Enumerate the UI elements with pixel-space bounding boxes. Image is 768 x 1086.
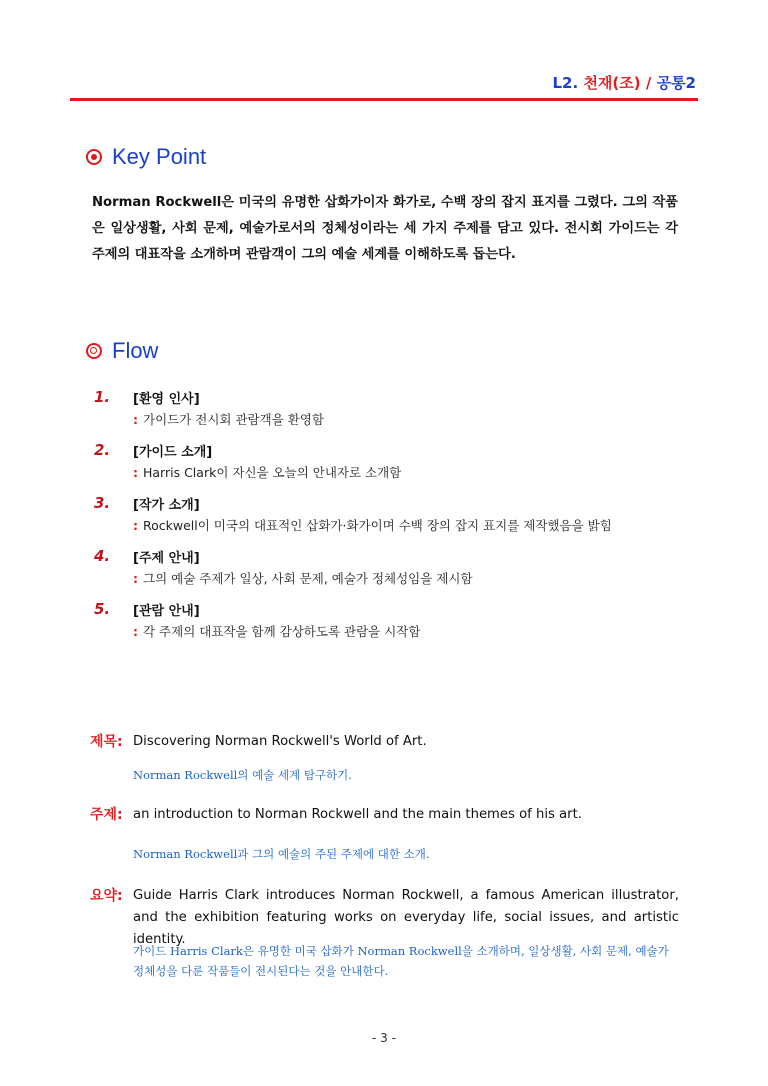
- step-description: [133, 569, 473, 587]
- step-description: [133, 622, 420, 640]
- flow-step: [92, 543, 692, 596]
- publisher-name: 천재(조): [583, 74, 641, 92]
- header-rule: [70, 98, 698, 101]
- header-separator: /: [645, 74, 652, 92]
- bullseye-icon: [86, 149, 102, 165]
- step-number: 4.: [94, 547, 111, 565]
- category-name: 공통2: [656, 74, 696, 92]
- summary-english: Guide Harris Clark introduces Norman Rockwell, a famous American illustrator, and the exhibition featuring works on everyday life, social issues, and artistic identity.: [133, 888, 679, 947]
- step-label: [환영 인사]: [133, 392, 200, 407]
- step-colon: :: [133, 624, 138, 639]
- flow-title: Flow: [112, 338, 159, 363]
- page-header: [553, 72, 697, 93]
- step-text: 가이드가 전시회 관람객을 환영함: [143, 412, 324, 427]
- page-number: - 3 -: [372, 1031, 396, 1045]
- step-text: 각 주제의 대표작을 함께 감상하도록 관람을 시작함: [143, 624, 421, 639]
- flow-step: [92, 490, 692, 543]
- step-description: [133, 463, 401, 481]
- summary-korean: 가이드 Harris Clark은 유명한 미국 삽화가 Norman Rockwell을 소개하며, 일상생활, 사회 문제, 예술가 정체성을 다룬 작품들이 전시된다는 것을 안내한다.: [133, 944, 669, 978]
- flow-step: [92, 384, 692, 437]
- step-number: 5.: [94, 600, 111, 618]
- step-number: 1.: [94, 388, 111, 406]
- step-text: 그의 예술 주제가 일상, 사회 문제, 예술가 정체성임을 제시함: [143, 571, 473, 586]
- step-description: [133, 410, 324, 428]
- key-point-body: Norman Rockwell은 미국의 유명한 삽화가이자 화가로, 수백 장의 잡지 표지를 그렸다. 그의 작품은 일상생활, 사회 문제, 예술가로서의 정체성이라는 세 가지 주제를 담고 있다. 전시회 가이드는 각 주제의 대표작을 소개하며 관람객이 그의 예술 세계를 이해하도록 돕는다.: [92, 195, 678, 262]
- title-korean: Norman Rockwell의 예술 세계 탐구하기.: [133, 768, 352, 782]
- theme-korean: Norman Rockwell과 그의 예술의 주된 주제에 대한 소개.: [133, 847, 430, 861]
- theme-english: an introduction to Norman Rockwell and the main themes of his art.: [133, 807, 582, 822]
- step-colon: :: [133, 571, 138, 586]
- summary-tag: 요약:: [90, 888, 123, 904]
- step-number: 3.: [94, 494, 111, 512]
- step-colon: :: [133, 518, 138, 533]
- lesson-code: L2.: [552, 74, 579, 92]
- step-label: [주제 안내]: [133, 551, 200, 566]
- double-circle-icon: [86, 343, 102, 359]
- step-label: [관람 안내]: [133, 604, 200, 619]
- title-tag: 제목:: [90, 734, 123, 750]
- flow-heading: [86, 338, 158, 364]
- key-point-heading: [86, 144, 206, 170]
- step-label: [작가 소개]: [133, 498, 200, 513]
- step-text: Harris Clark이 자신을 오늘의 안내자로 소개함: [143, 465, 402, 480]
- step-number: 2.: [94, 441, 111, 459]
- step-label: [가이드 소개]: [133, 445, 213, 460]
- flow-step: [92, 596, 692, 649]
- title-english: Discovering Norman Rockwell's World of Art.: [133, 734, 427, 749]
- key-point-title: Key Point: [112, 144, 207, 169]
- step-text: Rockwell이 미국의 대표적인 삽화가·화가이며 수백 장의 잡지 표지를 제작했음을 밝힘: [143, 518, 612, 533]
- step-colon: :: [133, 412, 138, 427]
- step-colon: :: [133, 465, 138, 480]
- step-description: [133, 516, 612, 534]
- flow-step: [92, 437, 692, 490]
- theme-tag: 주제:: [90, 807, 123, 823]
- flow-list: [92, 384, 692, 649]
